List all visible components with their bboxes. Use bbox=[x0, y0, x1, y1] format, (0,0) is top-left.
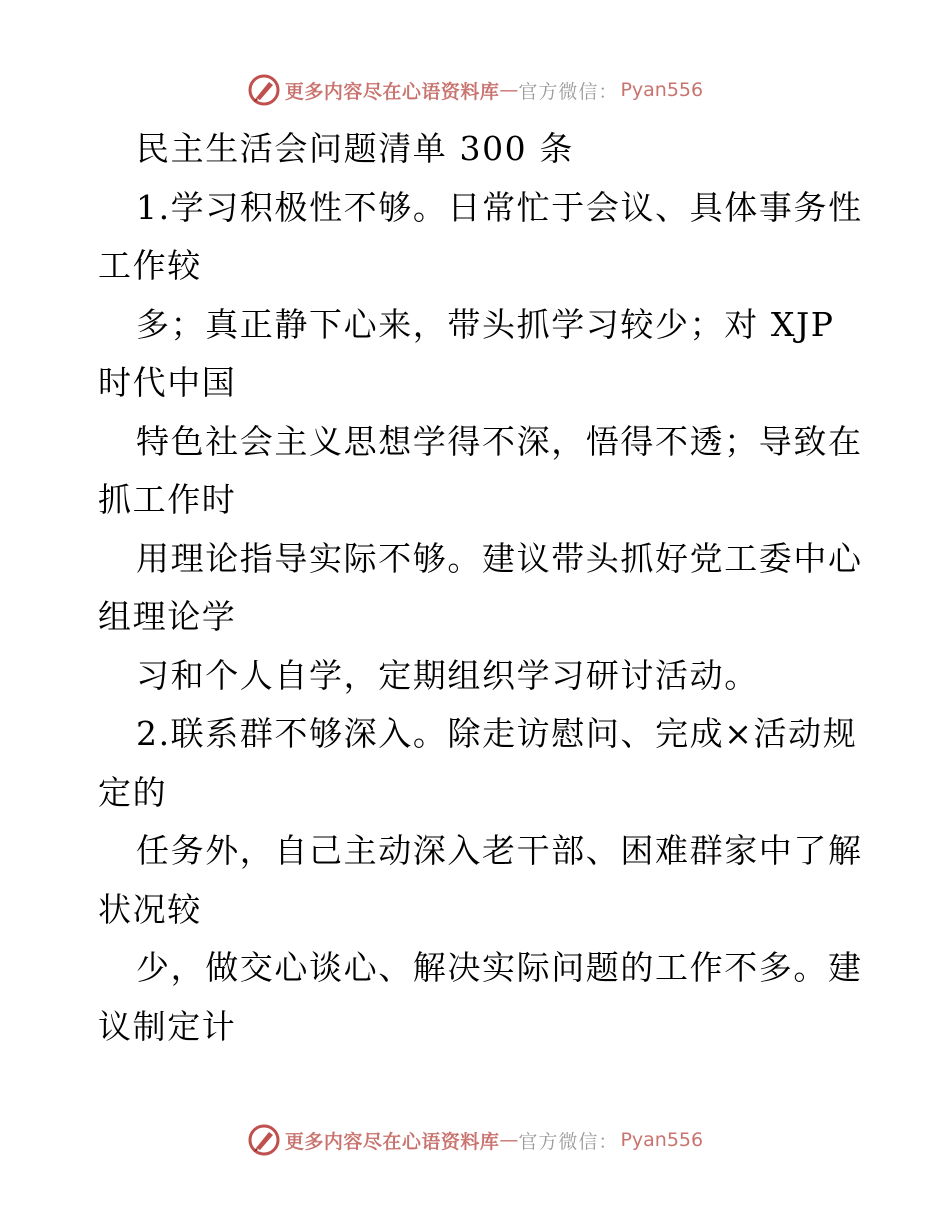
paragraph-line: 少，做交心谈心、解决实际问题的工作不多。建 bbox=[136, 948, 863, 987]
paragraph-line: 习和个人自学，定期组织学习研讨活动。 bbox=[136, 655, 759, 695]
watermark-wechat-id: Pyan556 bbox=[620, 79, 704, 101]
paragraph-line: 组理论学 bbox=[98, 597, 237, 636]
watermark-dash: — bbox=[499, 79, 519, 101]
document-title: 民主生活会问题清单 300 条 bbox=[136, 129, 574, 168]
paragraph-line: 任务外，自己主动深入老干部、困难群家中了解 bbox=[136, 831, 863, 870]
paragraph-line: 2.联系群不够深入。除走访慰问、完成×活动规 bbox=[136, 714, 858, 753]
paragraph-line: 时代中国 bbox=[98, 363, 237, 402]
watermark-label: 官方微信： bbox=[518, 80, 619, 103]
watermark-wechat-id: Pyan556 bbox=[620, 1129, 704, 1151]
header-watermark bbox=[0, 70, 950, 110]
paragraph-line: 多；真正静下心来，带头抓学习较少；对 XJP bbox=[136, 304, 835, 344]
paragraph-line: 议制定计 bbox=[98, 1006, 237, 1046]
watermark-dash: — bbox=[499, 1129, 519, 1151]
pen-logo-icon bbox=[247, 73, 281, 107]
paragraph-line: 特色社会主义思想学得不深，悟得不透；导致在 bbox=[136, 421, 863, 461]
document-body bbox=[98, 120, 863, 1056]
watermark-main-text: 更多内容尽在心语资料库 bbox=[284, 1130, 500, 1153]
paragraph-line: 抓工作时 bbox=[98, 480, 237, 519]
paragraph-line: 1.学习积极性不够。日常忙于会议、具体事务性 bbox=[136, 187, 863, 227]
pen-logo-icon bbox=[247, 1123, 281, 1157]
watermark-label: 官方微信： bbox=[518, 1130, 619, 1153]
paragraph-line: 工作较 bbox=[98, 246, 202, 285]
paragraph-line: 定的 bbox=[98, 772, 168, 812]
paragraph-line: 用理论指导实际不够。建议带头抓好党工委中心 bbox=[136, 538, 863, 578]
paragraph-line: 状况较 bbox=[98, 889, 202, 929]
footer-watermark bbox=[0, 1120, 950, 1160]
watermark-main-text: 更多内容尽在心语资料库 bbox=[284, 80, 500, 103]
